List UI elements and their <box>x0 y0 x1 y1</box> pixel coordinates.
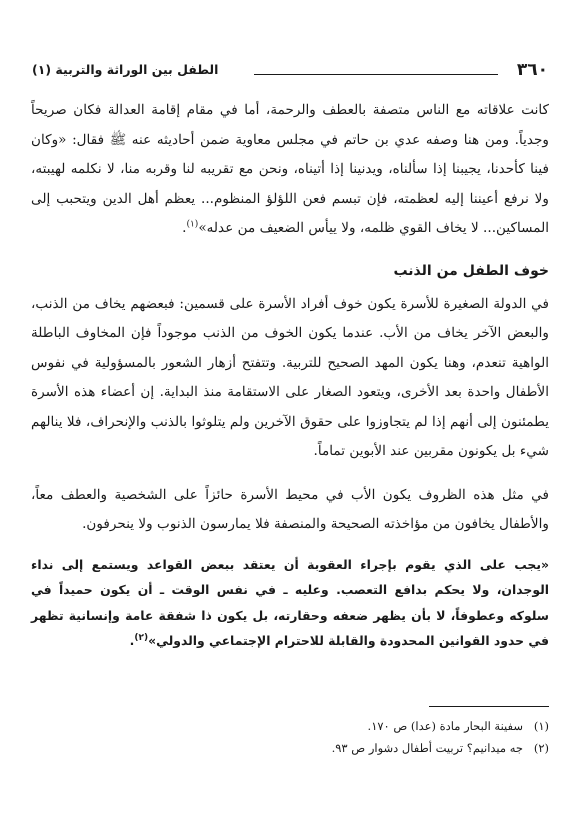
page-number: ٣٦٠ <box>516 60 548 80</box>
footnote-number: (٢) <box>533 741 549 755</box>
running-title: الطفل بين الوراثة والتربية (١) <box>32 62 219 77</box>
footnote-ref-2: (٢) <box>134 632 149 643</box>
footnotes <box>31 706 549 759</box>
paragraph-3: في مثل هذه الظروف يكون الأب في محيط الأسرة حائزاً على الشخصية والعطف معاً، والأطفال يخافون من مؤاخذته الصحيحة والمنصفة فلا يمارسون الذنوب ولا ينحرفون. <box>31 486 549 532</box>
footnote-number: (١) <box>533 719 549 733</box>
footnote-text: جه ميدانيم؟ تربيت أطفال دشوار ص ٩٣. <box>331 741 523 755</box>
header-rule <box>254 74 498 75</box>
section-heading: خوف الطفل من الذنب <box>393 262 549 279</box>
page-header <box>32 60 548 86</box>
block-quote: «يجب على الذي يقوم بإجراء العقوبة أن يعتقد ببعض القواعد ويستمع إلى نداء الوجدان، ولا يحكم بدافع التعصب. وعليه ـ في نفس الوقت ـ أن يكون حميداً في سلوكه وعطوفاً، لا بأن يظهر ضعفه وحقارته، بل يكون ذا شفقة عامة وإنسانية تظهر في حدود القوانين المحدودة والقابلة للاحترام الإجتماعي والدولي»$^{(٢)}$. <box>31 556 549 648</box>
paragraph-2: في الدولة الصغيرة للأسرة يكون خوف أفراد الأسرة على قسمين: فبعضهم يخاف من الذنب، والبعض الآخر يخاف من الأب. عندما يكون الخوف من الذنب موجوداً فإن المخاوف الباطلة الواهية تنعدم، وهنا يكون المهد الصحيح للتربية. وتتفتح أزهار الشعور بالمسؤولية في نفوس الأطفال واحدة بعد الأخرى، ويتعود الصغار على الاستقامة منذ البداية. إن أعضاء هذه الأسرة يطمئنون إلى أنهم إذا لم يتجاوزوا على حقوق الآخرين ولم يتلوثوا بالذنب والإنحراف، فلا ينالهم شيء بل يكونون مقربين عند الأبوين تماماً. <box>31 295 549 459</box>
footnote-ref-1: (١) <box>186 219 199 230</box>
block-quote-text: «يجب على الذي يقوم بإجراء العقوبة أن يعتقد ببعض القواعد ويستمع إلى نداء الوجدان، ولا يحكم بدافع التعصب. وعليه ـ في نفس الوقت ـ أن يكون حميداً في سلوكه وعطوفاً، لا بأن يظهر ضعفه وحقارته، بل يكون ذا شفقة عامة وإنسانية تظهر في حدود القوانين المحدودة والقابلة للاحترام الإجتماعي والدولي» <box>31 556 549 648</box>
paragraph-1: كانت علاقاته مع الناس متصفة بالعطف والرحمة، أما في مقام إقامة العدالة فكان صريحاً وجدياً. ومن هنا وصفه عدي بن حاتم في مجلس معاوية ضمن أحاديثه عنه ﷺ فقال: «وكان فينا كأحدنا، يجيبنا إذا سألناه، ويدنينا إذا أتيناه، ونحن مع تقريبه لنا وقربه منا، لا نكلمه لهيبته، ولا نرفع أعيننا إليه لعظمته، فإن تبسم فعن اللؤلؤ المنظوم... يعظم أهل الدين ويتحبب إلى المساكين... لا يخاف القوي ظلمه، ولا ييأس الضعيف من عدله»$^{(١)}$. <box>31 102 549 236</box>
footnote-2 <box>31 737 549 759</box>
footnote-rule <box>429 706 549 707</box>
footnote-text: سفينة البحار مادة (عدا) ص ١٧٠. <box>367 719 523 733</box>
page-body <box>31 96 549 654</box>
footnote-1 <box>31 715 549 737</box>
paragraph-1-text: كانت علاقاته مع الناس متصفة بالعطف والرحمة، أما في مقام إقامة العدالة فكان صريحاً وجدياً. ومن هنا وصفه عدي بن حاتم في مجلس معاوية ضمن أحاديثه عنه ﷺ فقال: «وكان فينا كأحدنا، يجيبنا إذا سألناه، ويدنينا إذا أتيناه، ونحن مع تقريبه لنا وقربه منا، لا نكلمه لهيبته، ولا نرفع أعيننا إليه لعظمته، فإن تبسم فعن اللؤلؤ المنظوم... يعظم أهل الدين ويتحبب إلى المساكين... لا يخاف القوي ظلمه، ولا ييأس الضعيف من عدله» <box>31 102 549 236</box>
